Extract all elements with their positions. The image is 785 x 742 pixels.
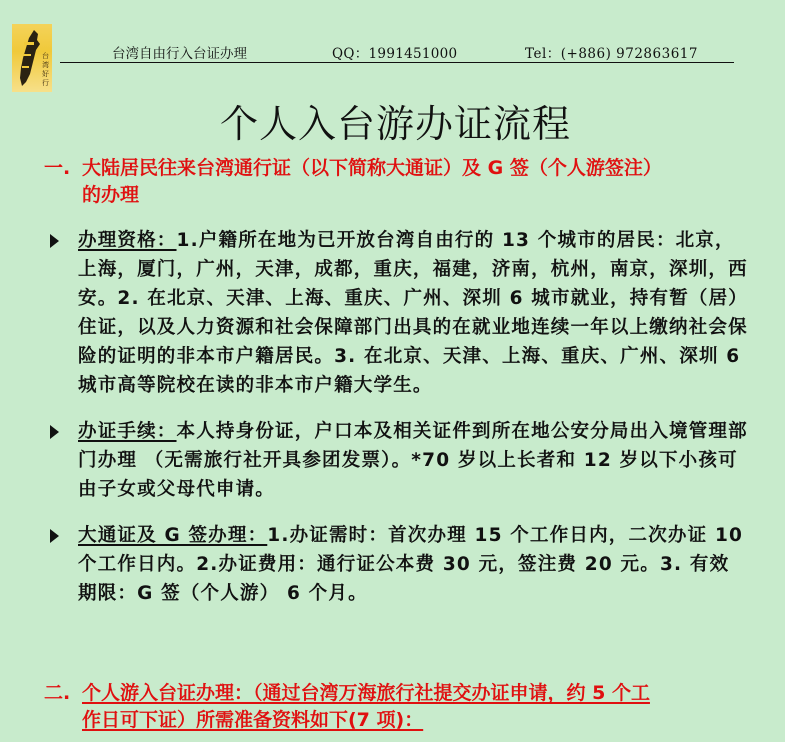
page-title: 个人入台游办证流程: [219, 102, 571, 146]
section-heading-line: 作日可下证）所需准备资料如下(7 项)：: [82, 709, 424, 731]
header-qq: QQ：1991451000: [332, 46, 458, 62]
header-bar: [60, 44, 734, 63]
bullet-label: 大通证及 G 签办理：: [78, 525, 268, 546]
logo: [12, 24, 52, 92]
bullet-item-permit-visa: [48, 521, 748, 608]
taiwan-map-icon: [12, 24, 52, 92]
bullet-text: 本人持身份证，户口本及相关证件到所在地公安分局出入境管理部门办理 （无需旅行社开具参团发票）。*70 岁以上长者和 12 岁以下小孩可由子女或父母代申请。: [78, 421, 748, 500]
svg-text:台: 台: [42, 52, 49, 60]
triangle-bullet-icon: [50, 529, 59, 543]
section-number: 二.: [44, 682, 71, 704]
section-heading-line: 的办理: [82, 184, 140, 206]
triangle-bullet-icon: [50, 425, 59, 439]
bullet-text: 1.户籍所在地为已开放台湾自由行的 13 个城市的居民：北京，上海，厦门，广州，天津，成都，重庆，福建，济南，杭州，南京，深圳，西安。2. 在北京、天津、上海、重庆、广州、深圳 6 城市就业，持有暂（居）住证，以及人力资源和社会保障部门出具的在就业地连续一年以上缴纳社会保险的证明的非本市户籍居民。3. 在北京、天津、上海、重庆、广州、深圳 6 城市高等院校在读的非本市户籍大学生。: [78, 230, 748, 396]
section-heading-line: 大陆居民往来台湾通行证（以下简称大通证）及 G 签（个人游签注）: [82, 157, 662, 179]
section-number: 一.: [44, 157, 71, 179]
triangle-bullet-icon: [50, 234, 59, 248]
header-title: 台湾自由行入台证办理: [112, 46, 247, 62]
svg-text:湾: 湾: [42, 61, 49, 69]
svg-text:好: 好: [42, 70, 49, 78]
bullet-text: 1.办证需时：首次办理 15 个工作日内，二次办证 10 个工作日内。2.办证费用：通行证公本费 30 元，签注费 20 元。3. 有效期限：G 签（个人游） 6 个月。: [78, 525, 744, 604]
bullet-label: 办理资格：: [78, 230, 177, 251]
section-heading-1: [44, 155, 764, 209]
section-heading-2: [44, 680, 774, 734]
section-heading-line: 个人游入台证办理：（通过台湾万海旅行社提交办证申请，约 5 个工: [82, 682, 650, 704]
bullet-item-eligibility: [48, 226, 748, 400]
bullet-label: 办证手续：: [78, 421, 177, 442]
bullet-list: [48, 226, 748, 625]
svg-text:行: 行: [42, 79, 49, 87]
header-tel: Tel：(+886) 972863617: [525, 46, 698, 62]
bullet-item-procedure: [48, 417, 748, 504]
